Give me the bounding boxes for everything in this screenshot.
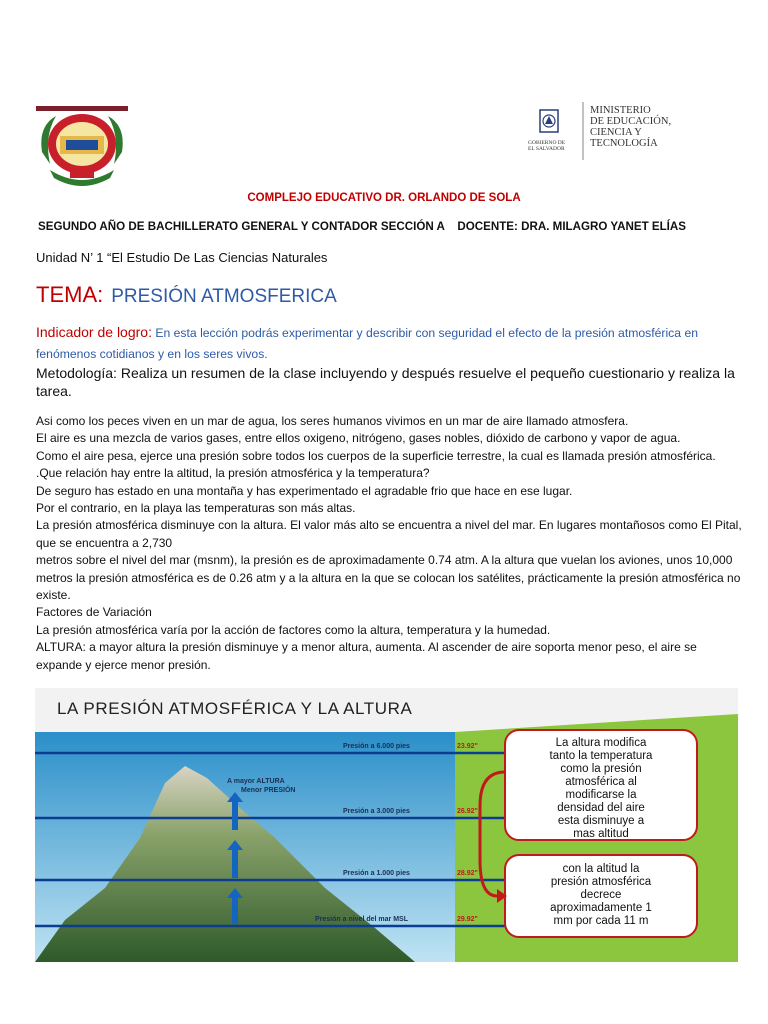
box1-line: densidad del aire — [557, 802, 645, 814]
level-value: 26.92" — [457, 808, 478, 815]
indicator-label: Indicador de logro: — [36, 324, 152, 340]
level-value: 23.92" — [457, 743, 478, 750]
ministry-line: DE EDUCACIÓN, — [590, 116, 672, 127]
ministry-line: TECNOLOGÍA — [590, 138, 658, 149]
box1-line: atmosférica al — [565, 776, 637, 788]
level-value: 29.92" — [457, 916, 478, 923]
gob-line: EL SALVADOR — [528, 146, 565, 152]
box1-line: mas altitud — [573, 828, 629, 840]
methodology: Metodología: Realiza un resumen de la clase incluyendo y después resuelve el pequeño cuestionario y realiza la tarea. — [36, 365, 735, 399]
mountain-label-1: A mayor ALTURA — [227, 778, 285, 785]
ministry-line: MINISTERIO — [590, 105, 651, 116]
school-logo — [36, 106, 128, 188]
level-label: Presión a nivel del mar MSL — [315, 916, 408, 923]
level-label: Presión a 1.000 pies — [343, 870, 410, 877]
paragraph: .Que relación hay entre la altitud, la presión atmosférica y la temperatura? — [36, 466, 430, 481]
unit-title: Unidad N’ 1 “El Estudio De Las Ciencias Naturales — [36, 250, 328, 265]
achievement-indicator — [36, 322, 736, 365]
infographic-title: LA PRESIÓN ATMOSFÉRICA Y LA ALTURA — [57, 699, 413, 718]
mountain-label-2: Menor PRESIÓN — [241, 787, 296, 794]
level-label: Presión a 3.000 pies — [343, 808, 410, 815]
box2-line: aproximadamente 1 — [550, 902, 652, 914]
box1-line: tanto la temperatura — [549, 750, 653, 762]
indicator-text: En esta lección podrás experimentar y describir con seguridad el efecto de la presión atmosférica en fenómenos cotidianos y en los seres vivos. — [36, 326, 698, 361]
box2-line: presión atmosférica — [550, 876, 652, 888]
paragraph: Factores de Variación — [36, 605, 152, 620]
box2-line: decrece — [580, 889, 622, 901]
box1-line: esta disminuye a — [557, 815, 645, 827]
government-label — [528, 140, 580, 152]
topic-value: PRESIÓN ATMOSFERICA — [111, 286, 337, 307]
paragraph: metros sobre el nivel del mar (msnm), la presión es de aproximadamente 0.74 atm. A la altura que vuelan los aviones, unos 10,000 metros la presión atmosférica es de 0.26 atm y a la altura en la que se colocan los satélites, prácticamente la presión atmosférica no existe. — [36, 553, 741, 603]
gob-line: GOBIERNO DE — [528, 140, 566, 146]
level-value: 28.92" — [457, 870, 478, 877]
paragraph: Como el aire pesa, ejerce una presión sobre todos los cuerpos de la superficie terrestre, la cual es llamada presión atmosférica. — [36, 448, 716, 463]
box2-line: con la altitud la — [562, 863, 640, 875]
ministry-line: CIENCIA Y — [590, 127, 642, 138]
box1-line: como la presión — [560, 763, 642, 775]
body-text — [36, 413, 746, 674]
paragraph: La presión atmosférica disminuye con la altura. El valor más alto se encuentra a nivel del mar. En lugares montañosos como El Pital, que se encuentra a 2,730 — [36, 518, 742, 550]
paragraph: El aire es una mezcla de varios gases, entre ellos oxigeno, nitrógeno, gases nobles, dióxido de carbono y vapor de agua. — [36, 431, 681, 446]
paragraph: La presión atmosférica varía por la acción de factores como la altura, temperatura y la humedad. — [36, 622, 551, 637]
box2-line: mm por cada 11 m — [553, 915, 649, 927]
paragraph: De seguro has estado en una montaña y has experimentado el agradable frio que hace en ese lugar. — [36, 483, 573, 498]
paragraph: Por el contrario, en la playa las temperaturas son más altas. — [36, 501, 356, 516]
school-name: COMPLEJO EDUCATIVO DR. ORLANDO DE SOLA — [247, 192, 521, 204]
topic-heading — [36, 282, 337, 308]
ministry-name — [590, 105, 671, 149]
level-label: Presión a 6.000 pies — [343, 743, 410, 750]
paragraph: Asi como los peces viven en un mar de agua, los seres humanos vivimos en un mar de aire llamado atmosfera. — [36, 414, 629, 428]
paragraph: ALTURA: a mayor altura la presión disminuye y a menor altura, aumenta. Al ascender de aire soporta menor peso, el aire se expande y ejerce menor presión. — [36, 640, 697, 672]
box1-line: modificarse la — [565, 789, 637, 801]
topic-label: TEMA: — [36, 282, 104, 307]
grade-teacher-line: SEGUNDO AÑO DE BACHILLERATO GENERAL Y CONTADOR SECCIÓN A DOCENTE: DRA. MILAGRO YANET ELÍAS — [38, 220, 687, 233]
box1-line: La altura modifica — [555, 737, 647, 749]
pressure-altitude-infographic — [35, 688, 738, 962]
